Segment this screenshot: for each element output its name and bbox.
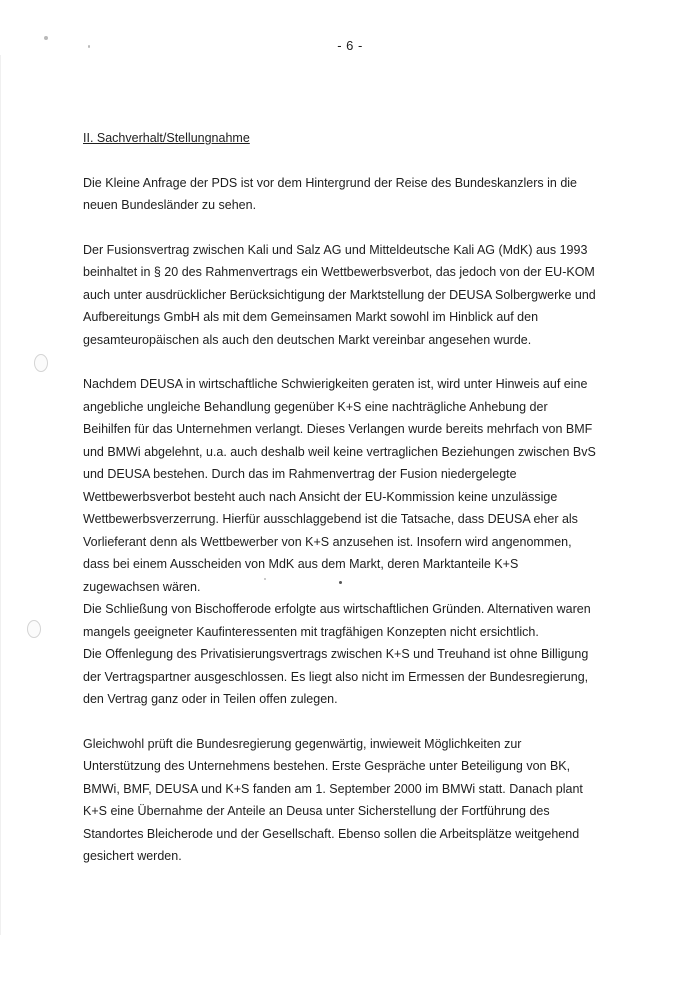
text-line: den Vertrag ganz oder in Teilen offen zulegen.	[83, 692, 338, 706]
paragraph	[83, 239, 623, 352]
text-line: und DEUSA bestehen. Durch das im Rahmenvertrag der Fusion niedergelegte	[83, 467, 517, 481]
paragraph	[83, 733, 623, 868]
text-line: Standortes Bleicherode und der Gesellschaft. Ebenso sollen die Arbeitsplätze weitgehend	[83, 826, 580, 841]
text-line: dass bei einem Ausscheiden von MdK aus dem Markt, deren Marktanteile K+S	[83, 557, 519, 571]
text-line: beinhaltet in § 20 des Rahmenvertrags ein Wettbewerbsverbot, das jedoch von der EU-KOM	[83, 265, 595, 279]
punch-hole-lower	[27, 620, 41, 638]
text-line: angebliche ungleiche Behandlung gegenüber K+S eine nachträgliche Anhebung der	[83, 399, 548, 414]
punch-hole-upper	[34, 354, 48, 372]
text-line: Der Fusionsvertrag zwischen Kali und Salz AG und Mitteldeutsche Kali AG (MdK) aus 1993	[83, 242, 588, 257]
text-line: Die Offenlegung des Privatisierungsvertrags zwischen K+S und Treuhand ist ohne Billigung	[83, 647, 589, 661]
text-line: Beihilfen für das Unternehmen verlangt. Dieses Verlangen wurde bereits mehrfach von BMF	[83, 422, 593, 436]
text-line: Die Schließung von Bischofferode erfolgte aus wirtschaftlichen Gründen. Alternativen waren	[83, 602, 591, 616]
text-line: Gleichwohl prüft die Bundesregierung gegenwärtig, inwieweit Möglichkeiten zur	[83, 736, 522, 751]
section-heading: II. Sachverhalt/Stellungnahme	[83, 131, 250, 145]
scan-margin-line	[0, 55, 1, 935]
text-line: Nachdem DEUSA in wirtschaftliche Schwierigkeiten geraten ist, wird unter Hinweis auf eine	[83, 377, 588, 391]
text-line: auch unter ausdrücklicher Berücksichtigung der Marktstellung der DEUSA Solbergwerke und	[83, 287, 596, 302]
paragraph	[83, 598, 623, 643]
text-line: Unterstützung des Unternehmens bestehen. Erste Gespräche unter Beteiligung von BK,	[83, 759, 571, 773]
text-line: Die Kleine Anfrage der PDS ist vor dem Hintergrund der Reise des Bundeskanzlers in die	[83, 175, 578, 190]
paragraph	[83, 172, 623, 217]
text-line: neuen Bundesländer zu sehen.	[83, 198, 257, 212]
paragraph-list	[83, 172, 623, 868]
text-line: BMWi, BMF, DEUSA und K+S fanden am 1. September 2000 im BMWi statt. Danach plant	[83, 781, 583, 796]
text-line: der Vertragspartner ausgeschlossen. Es liegt also nicht im Ermessen der Bundesregierung,	[83, 669, 589, 684]
text-line: gesichert werden.	[83, 849, 182, 863]
page-number: - 6 -	[337, 38, 363, 53]
paragraph	[83, 643, 623, 711]
text-line: zugewachsen wären.	[83, 579, 201, 594]
paragraph	[83, 373, 623, 598]
document-body	[83, 127, 623, 890]
text-line: Wettbewerbsverbot besteht auch nach Ansicht der EU-Kommission keine unzulässige	[83, 489, 558, 504]
text-line: K+S eine Übernahme der Anteile an Deusa unter Sicherstellung der Fortführung des	[83, 804, 550, 818]
text-line: Wettbewerbsverzerrung. Hierfür ausschlaggebend ist die Tatsache, dass DEUSA eher als	[83, 512, 578, 526]
text-line: mangels geeigneter Kaufinteressenten mit tragfähigen Konzepten nicht ersichtlich.	[83, 624, 539, 639]
text-line: Aufbereitungs GmbH als mit dem Gemeinsamen Markt sowohl im Hinblick auf den	[83, 310, 539, 324]
text-line: gesamteuropäischen als auch den deutschen Markt vereinbar angesehen wurde.	[83, 332, 532, 347]
text-line: und BMWi abgelehnt, u.a. auch deshalb weil keine vertraglichen Beziehungen zwischen BvS	[83, 444, 596, 459]
text-line: Vorlieferant denn als Wettbewerber von K+S anzusehen ist. Insofern wird angenommen,	[83, 534, 572, 549]
